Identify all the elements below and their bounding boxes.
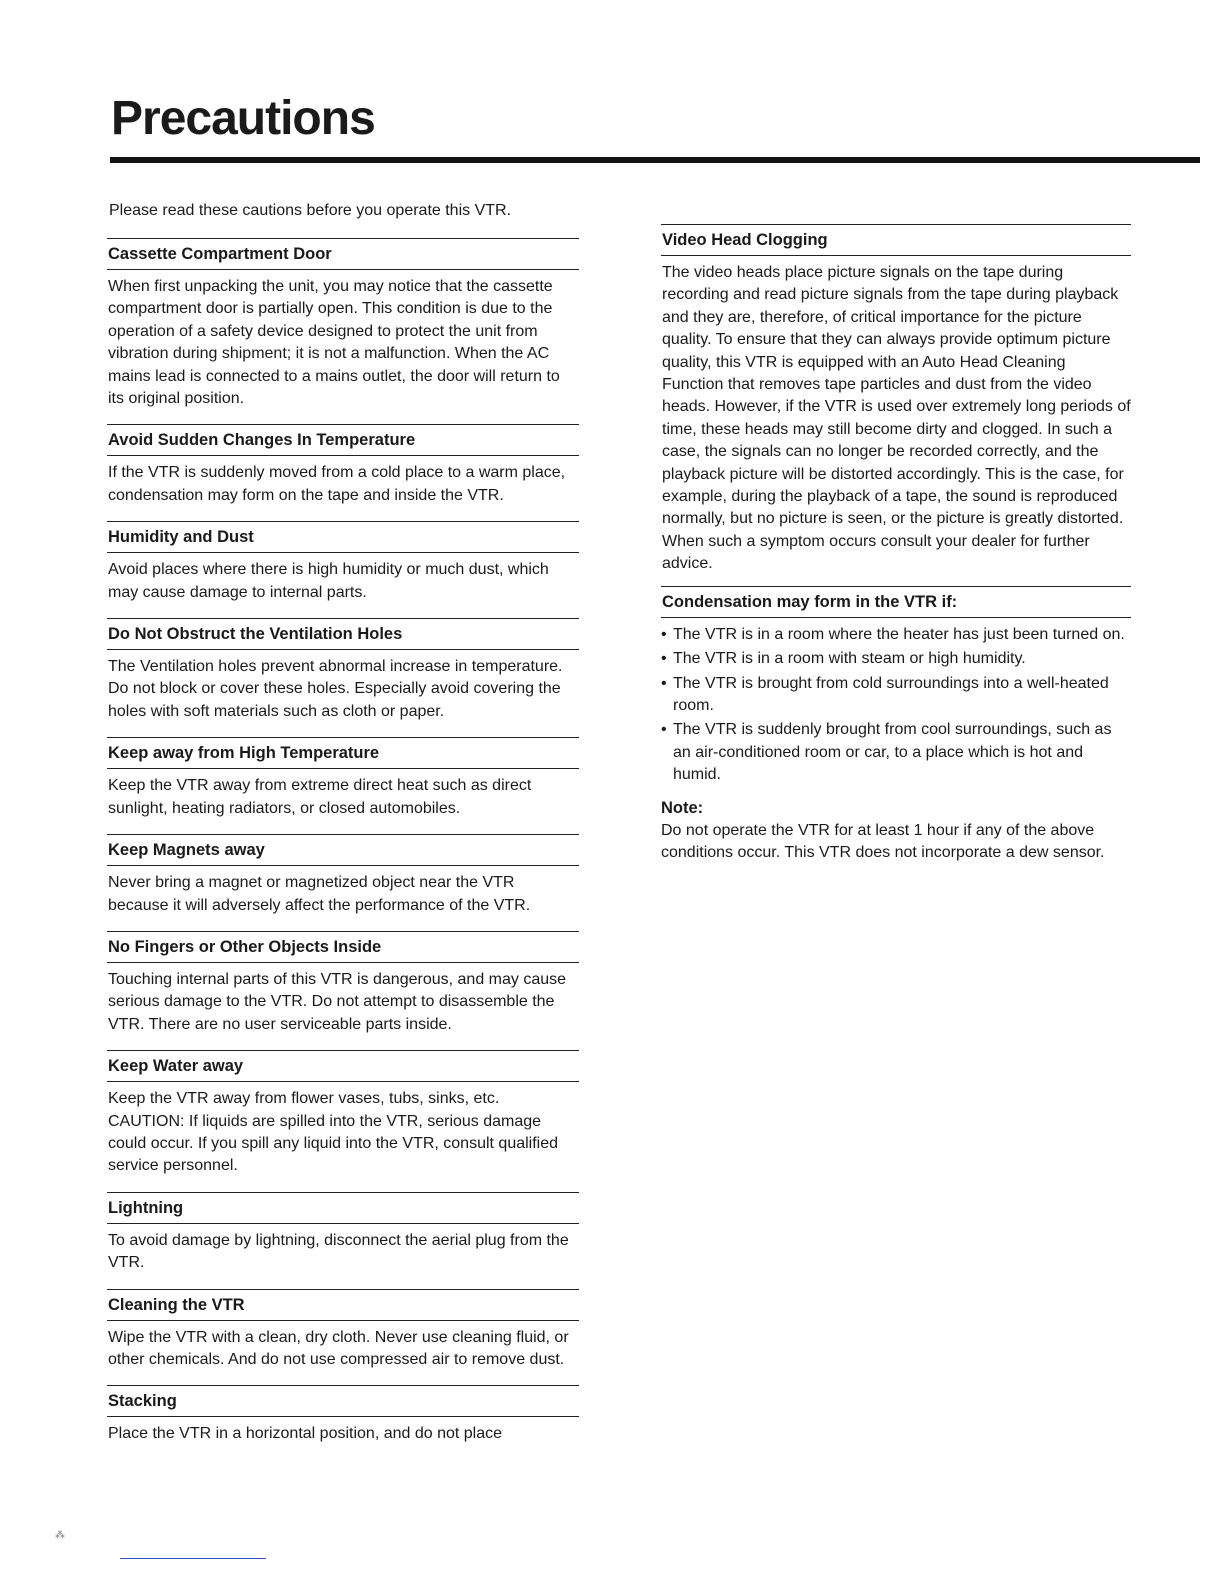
section-video-head-clogging bbox=[661, 224, 1131, 576]
section-objects-inside bbox=[107, 931, 579, 1036]
section-body: The video heads place picture signals on the tape during recording and read picture signals from the tape during playback and they are, therefore, of critical importance for the picture quality. To ensure that they can always provide optimum picture quality, this VTR is equipped with an Auto Head Cleaning Function that removes tape particles and dust from the video heads. However, if the VTR is used over extremely long periods of time, these heads may still become dirty and clogged. In such a case, the signals can no longer be recorded correctly, and the playback picture will be distorted accordingly. This is the case, for example, during the playback of a tape, the sound is reproduced normally, but no picture is seen, or the picture is greatly distorted. When such a symptom occurs consult your dealer for further advice. bbox=[662, 264, 1131, 573]
section-cleaning bbox=[107, 1289, 579, 1372]
section-cassette-door bbox=[107, 238, 579, 410]
section-body: The Ventilation holes prevent abnormal increase in temperature. Do not block or cover these holes. Especially avoid covering the holes with soft materials such as cloth or paper. bbox=[108, 658, 563, 720]
section-lightning bbox=[107, 1192, 579, 1275]
list-item: • The VTR is in a room with steam or high humidity. bbox=[661, 648, 1131, 670]
section-ventilation bbox=[107, 618, 579, 723]
left-column bbox=[107, 201, 579, 1460]
section-heading: Cassette Compartment Door bbox=[107, 238, 579, 270]
section-body: To avoid damage by lightning, disconnect the aerial plug from the VTR. bbox=[108, 1231, 569, 1272]
section-heading: Stacking bbox=[107, 1385, 579, 1417]
bullet-icon: • bbox=[661, 650, 667, 668]
footer-rule bbox=[120, 1558, 266, 1559]
section-body: Touching internal parts of this VTR is dangerous, and may cause serious damage to the VTR. Do not attempt to disassemble the VTR. There are no user serviceable parts inside. bbox=[108, 970, 567, 1033]
section-heading: Keep away from High Temperature bbox=[107, 737, 579, 769]
list-item: • The VTR is suddenly brought from cool surroundings, such as an air-conditioned room or car, to a place which is hot and humid. bbox=[661, 721, 1112, 784]
right-column bbox=[661, 224, 1131, 872]
title-rule bbox=[110, 157, 1200, 163]
bullet-icon: • bbox=[661, 674, 667, 692]
section-condensation bbox=[661, 586, 1131, 865]
note-heading: Note: bbox=[661, 798, 704, 817]
intro-text: Please read these cautions before you operate this VTR. bbox=[109, 202, 512, 219]
section-body: When first unpacking the unit, you may notice that the cassette compartment door is partially open. This condition is due to the operation of a safety device designed to protect the unit from vibration during shipment; it is not a malfunction. When the AC mains lead is connected to a mains outlet, the door will return to its original position. bbox=[108, 278, 560, 408]
section-heading: No Fingers or Other Objects Inside bbox=[107, 931, 579, 963]
note-body: Do not operate the VTR for at least 1 hour if any of the above conditions occur. This VTR does not incorporate a dew sensor. bbox=[661, 821, 1105, 861]
section-heading: Lightning bbox=[107, 1192, 579, 1224]
section-heading: Avoid Sudden Changes In Temperature bbox=[107, 424, 579, 456]
corner-mark: ⁂ bbox=[55, 1530, 65, 1541]
section-water bbox=[107, 1050, 579, 1178]
condensation-list bbox=[661, 624, 1131, 787]
section-high-temperature bbox=[107, 737, 579, 820]
section-heading: Video Head Clogging bbox=[661, 224, 1131, 256]
section-body: Keep the VTR away from flower vases, tubs, sinks, etc. CAUTION: If liquids are spilled into the VTR, serious damage could occur. If you spill any liquid into the VTR, consult qualified service personnel. bbox=[108, 1090, 559, 1175]
section-heading: Condensation may form in the VTR if: bbox=[661, 586, 1131, 618]
section-body: If the VTR is suddenly moved from a cold place to a warm place, condensation may form on the tape and inside the VTR. bbox=[108, 464, 566, 504]
section-heading: Keep Magnets away bbox=[107, 834, 579, 866]
section-heading: Keep Water away bbox=[107, 1050, 579, 1082]
bullet-icon: • bbox=[661, 625, 667, 643]
section-heading: Humidity and Dust bbox=[107, 521, 579, 553]
section-heading: Cleaning the VTR bbox=[107, 1289, 579, 1321]
list-item: • The VTR is in a room where the heater has just been turned on. bbox=[661, 624, 1131, 646]
section-body: Avoid places where there is high humidity or much dust, which may cause damage to internal parts. bbox=[108, 561, 549, 601]
section-body: Never bring a magnet or magnetized object near the VTR because it will adversely affect the performance of the VTR. bbox=[108, 874, 531, 914]
section-body: Wipe the VTR with a clean, dry cloth. Never use cleaning fluid, or other chemicals. And do not use compressed air to remove dust. bbox=[108, 1328, 569, 1368]
section-heading: Do Not Obstruct the Ventilation Holes bbox=[107, 618, 579, 650]
section-body: Keep the VTR away from extreme direct heat such as direct sunlight, heating radiators, or closed automobiles. bbox=[108, 777, 532, 817]
section-magnets bbox=[107, 834, 579, 917]
section-humidity-dust bbox=[107, 521, 579, 604]
section-stacking bbox=[107, 1385, 579, 1445]
section-body: Place the VTR in a horizontal position, and do not place bbox=[108, 1425, 503, 1443]
page-title: Precautions bbox=[111, 92, 375, 145]
bullet-icon: • bbox=[661, 721, 667, 739]
list-item: • The VTR is brought from cold surroundings into a well-heated room. bbox=[661, 674, 1109, 714]
section-temperature-changes bbox=[107, 424, 579, 507]
